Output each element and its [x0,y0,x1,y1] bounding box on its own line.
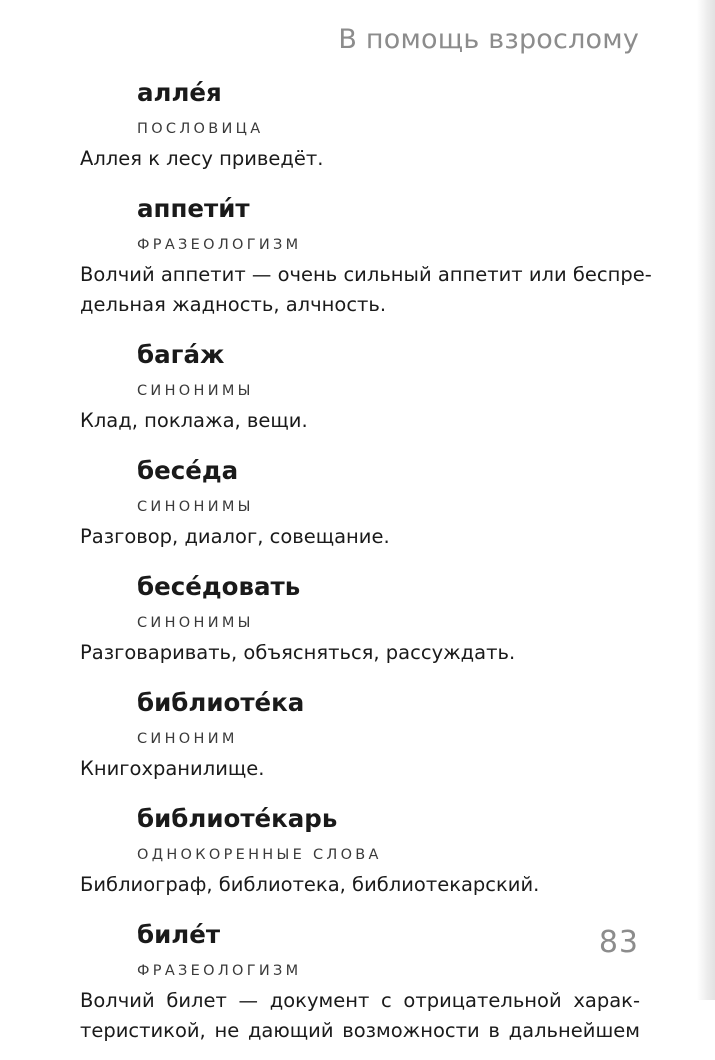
entry-alleya [80,72,640,174]
dictionary-entries [80,72,652,1060]
entry-definition [80,986,640,1046]
entry-headword: бесе́довать [137,572,301,601]
entry-headword: библиоте́ка [137,688,305,717]
entry-besedovat [80,566,640,668]
entry-definition [80,144,640,174]
definition-line: теристикой, не дающий возможности в дальнейшем [80,1019,640,1042]
definition-line: Разговаривать, объясняться, рассуждать. [80,641,516,664]
entry-category: ФРАЗЕОЛОГИЗМ [137,237,302,253]
entry-definition [80,754,640,784]
entry-bagazh [80,334,640,436]
definition-line: Волчий билет — документ с отрицательной харак- [80,989,640,1012]
entry-definition [80,638,640,668]
entry-appetit [80,188,652,320]
entry-headword: аппети́т [137,194,250,223]
entry-category: ОДНОКОРЕННЫЕ СЛОВА [137,847,382,863]
entry-category: ПОСЛОВИЦА [137,121,264,137]
page-number: 83 [598,925,639,960]
definition-line: Разговор, диалог, совещание. [80,525,390,548]
entry-biblioteka [80,682,640,784]
definition-line: Книгохранилище. [80,757,265,780]
entry-headword: бесе́да [137,456,239,485]
entry-bibliotekar [80,798,640,900]
entry-category: ФРАЗЕОЛОГИЗМ [137,963,302,979]
definition-line: Библиограф, библиотека, библиотекарский. [80,873,540,896]
entry-headword: биле́т [137,920,221,949]
definition-line: Аллея к лесу приведёт. [80,147,324,170]
entry-definition [80,870,640,900]
entry-definition [80,522,640,552]
entry-bilet [80,914,640,1046]
page-edge-shadow [697,0,715,1000]
entry-category: СИНОНИМ [137,731,238,747]
entry-category: СИНОНИМЫ [137,383,254,399]
entry-headword: алле́я [137,78,222,107]
entry-definition [80,260,652,320]
entry-beseda [80,450,640,552]
entry-headword: библиоте́карь [137,804,338,833]
entry-category: СИНОНИМЫ [137,615,254,631]
entry-headword: бага́ж [137,340,225,369]
definition-line: дельная жадность, алчность. [80,293,387,316]
definition-line: Волчий аппетит — очень сильный аппетит или беспре- [80,263,652,286]
entry-category: СИНОНИМЫ [137,499,254,515]
running-head: В помощь взрослому [338,24,639,55]
entry-definition [80,406,640,436]
definition-line: Клад, поклажа, вещи. [80,409,308,432]
